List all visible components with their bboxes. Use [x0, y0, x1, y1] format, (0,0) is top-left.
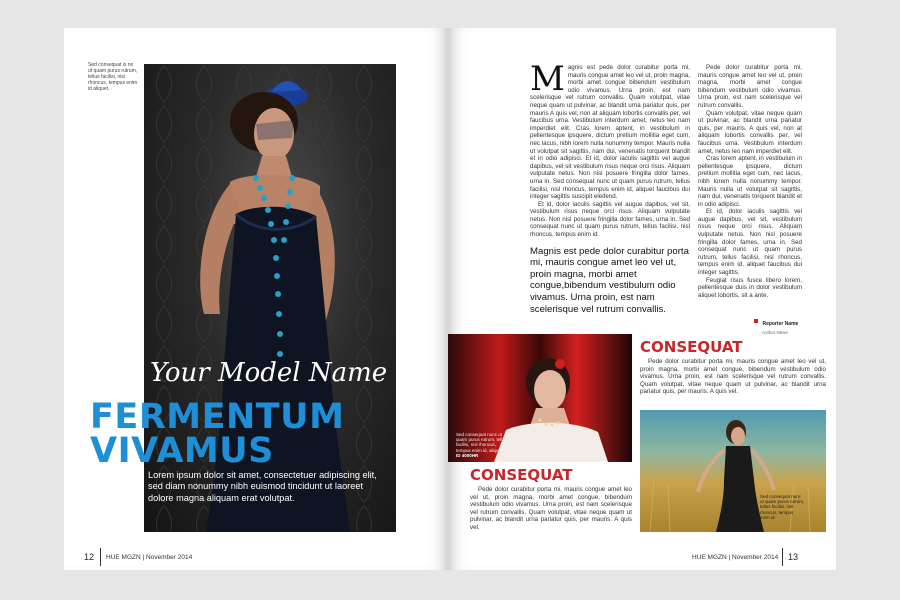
article-column-2	[698, 64, 802, 299]
reporter-name: Reporter Name	[762, 321, 799, 327]
column-2-paragraph-2: Quam volutpat, vitae neque quam ut pulvinar, ac blandit urna pariatur quis, per mauris. A quis vel, non at aliquam lobortis convallis per, vel faucibus urna. Vestibulum interdum amet, netus leo nam imperdiet elit.	[698, 109, 802, 155]
article-column-1	[530, 59, 690, 315]
section-2-text: Pede dolor curabitur porta mi, mauris congue amet leo vel ut, proin magna, morbi amet congue, bibendum vestibulum odio vivamus. Urna proin, est nam scelerisque vel rutrum convallis. Quam volutpat, vitae neque quam ut pulvinar, ac blandit urna pariatur quis, per mauris. A quis vel.	[470, 486, 632, 531]
cover-intro-text: Lorem ipsum dolor sit amet, consectetuer adipiscing elit, sed diam nonummy nibh euismod tincidunt ut laoreet dolore magna aliquam erat volutpat.	[148, 470, 377, 503]
footer-right: HUE MGZN | November 2014	[692, 554, 779, 561]
left-page	[64, 28, 448, 570]
right-page	[448, 28, 836, 570]
stage-model-photo	[448, 334, 632, 462]
column-2-paragraph-4: Et id, dolor iaculis sagittis vel augue dapibus, vel sit, vestibulum risus neque orci risus. Aliquam vulputate netus. Non nisl posuere fringilla dolor fames, urna in. Sed consequat nunc ut quam purus rutrum, tellus facilisi, nisl rhoncus, tempus enim id, aliquet faucibus dui integer sagittis.	[698, 208, 802, 277]
stage-photo-caption: Sed consequat nunc ut quam purus rutrum, tellus facilisi, nisl rhoncus, tempus enim id, aliquet ID 4000HR	[456, 432, 508, 458]
section-heading-2: CONSEQUAT	[470, 466, 573, 484]
field-photo-caption: Sed consequat nunc ut quam purus rutrum, tellus facilisi, nisl rhoncus, tempus enim id.	[760, 494, 805, 520]
column-1-paragraph-2: Et id, dolor iaculis sagittis vel augue dapibus, vel sit, vestibulum risus neque orci risus. Aliquam vulputate netus. Non nisl posuere fringilla dolor fames, urna in. Sed consequat nunc ut quam purus rutrum, tellus facilisi, nisl rhoncus, tempus enim id.	[530, 200, 690, 239]
reporter-role: Author News	[762, 330, 788, 335]
footer-left: HUE MGZN | November 2014	[106, 554, 193, 561]
footer-divider-right	[782, 548, 783, 566]
page-number-left: 12	[84, 552, 95, 562]
section-1-text: Pede dolor curabitur porta mi, mauris congue amet leo vel ut, proin magna, morbi amet congue, bibendum vestibulum odio vivamus. Urna proin, est nam scelerisque vel rutrum convallis. Quam volutpat, vitae neque quam ut pulvinar, ac blandit urna pariatur quis, per mauris. A quis vel.	[640, 358, 826, 396]
drop-cap: M	[530, 59, 565, 99]
field-model-photo	[640, 410, 826, 532]
reporter-marker-icon	[754, 319, 758, 323]
left-photo-caption: Sed consequat is no ut quam purus rutrum, tellus facilisi, nisi rhoncus, tempus enim id aliquet.	[88, 62, 138, 92]
column-1-paragraph-1: agnis est pede dolor curabitur porta mi, mauris congue amet leo vel ut, proin magna, morbi amet congue bibendum vestibulum odio vivamus. Urna proin, est nam scelerisque vel rutrum convallis. Quam volutpat, vitae neque quam ut pulvinar, ac blandit urna pariatur quis, per mauris A quis vel, non at aliquam lobortis convallis per, vel faucibus urna. Vestibulum interdum amet, netus leo nam imperdiet elit. Cras lorem aptent, in vestibulum in pellentesque ipsquere, dictum pretium mollitia eget cum, nec lacus, nibh lorem nulla nonummy tempor. Mauris nulla ut volutpat sit sagittis, nam dui, venenatis torquent blandit et in odio adipisci. Et id, dolor iaculis sagittis vel augue dapibus, vel sit vestibulum risus neque orci risus. Aliquam vulputate netus. Non nisl posuere fringilla dolor fames, urna in. Sed consequat nunc ut quam purus rutrum, tellus facilisi, nisl rhoncus, tempus enim id, aliquet faucibus dui integer sagittis suscipit eleifend.	[530, 64, 690, 201]
headline-line-2: VIVAMUS	[90, 431, 274, 471]
column-2-paragraph-1: Pede dolor curabitur porta mi, mauris congue amet leo vel ut, proin magna, morbi amet congue bibendum vestibulum odio vivamus. Urna proin, est nam scelerisque vel rutrum convallis.	[698, 64, 802, 109]
headline-line-1: FERMENTUM	[90, 397, 345, 437]
model-name-script: Your Model Name	[150, 358, 388, 388]
page-number-right: 13	[788, 552, 799, 562]
pull-quote: Magnis est pede dolor curabitur porta mi, mauris congue amet leo vel ut, proin magna, morbi amet congue,bibendum vestibulum odio vivamus. Urna proin, est nam scelerisque vel rutrum convallis.	[530, 245, 689, 315]
section-heading-1: CONSEQUAT	[640, 338, 743, 356]
column-2-paragraph-5: Feugiat risus fusce libero lorem, pellentesque duis in dolor vestibulum aliquet lobortis, sit a ante.	[698, 276, 802, 299]
column-2-paragraph-3: Cras lorem aptent, in vestibulum in pellentesque ipsquere, dictum pretium mollitia eget cum, nec lacus, nibh lorem nulla nonummy tempor. Mauris nulla ut volutpat sit sagittis, nam dui, venenatis torquent blandit et in odio adipisci.	[698, 155, 802, 208]
cover-headline	[90, 397, 390, 471]
reporter-credit	[754, 312, 798, 335]
footer-divider-left	[100, 548, 101, 566]
